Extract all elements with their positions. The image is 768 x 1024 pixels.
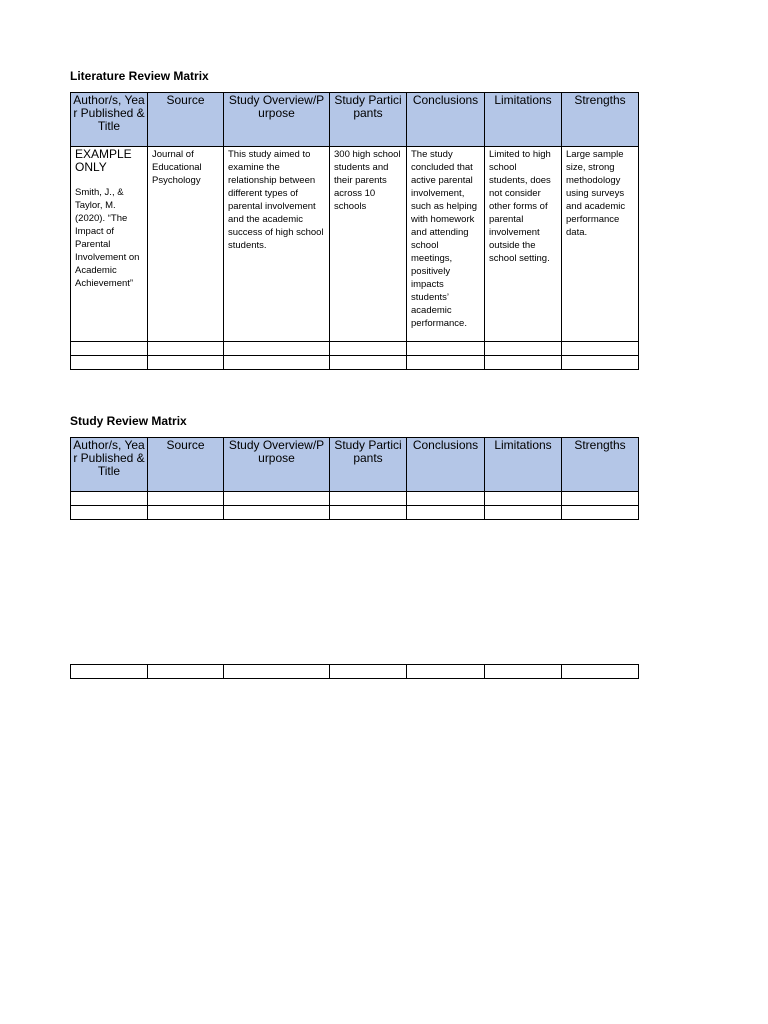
example-only-label: EXAMPLE ONLY <box>75 147 132 174</box>
header-strengths: Strengths <box>562 438 639 492</box>
cell-example-limitations[interactable]: Limited to high school students, does not consider other forms of parental involvement outside the school setting. <box>485 147 562 342</box>
empty-cell[interactable] <box>562 356 639 370</box>
empty-cell[interactable] <box>562 665 639 679</box>
empty-cell[interactable] <box>485 342 562 356</box>
empty-cell[interactable] <box>224 356 330 370</box>
empty-cell[interactable] <box>330 506 407 520</box>
empty-cell[interactable] <box>407 356 485 370</box>
empty-cell[interactable] <box>224 492 330 506</box>
empty-cell[interactable] <box>330 665 407 679</box>
header-limitations: Limitations <box>485 93 562 147</box>
header-conclusions: Conclusions <box>407 93 485 147</box>
table-row <box>71 665 639 679</box>
study-review-table <box>70 437 639 520</box>
empty-cell[interactable] <box>562 492 639 506</box>
empty-cell[interactable] <box>71 665 148 679</box>
table-header-row <box>71 438 639 492</box>
empty-cell[interactable] <box>330 342 407 356</box>
header-conclusions: Conclusions <box>407 438 485 492</box>
header-author: Author/s, Year Published & Title <box>71 93 148 147</box>
table-row <box>71 356 639 370</box>
header-author: Author/s, Year Published & Title <box>71 438 148 492</box>
empty-cell[interactable] <box>148 665 224 679</box>
table-row <box>71 492 639 506</box>
empty-cell[interactable] <box>148 506 224 520</box>
empty-cell[interactable] <box>407 665 485 679</box>
empty-cell[interactable] <box>485 356 562 370</box>
empty-cell[interactable] <box>562 506 639 520</box>
example-author-title: Smith, J., & Taylor, M. (2020). “The Impact of Parental Involvement on Academic Achievement” <box>75 187 140 289</box>
empty-cell[interactable] <box>330 356 407 370</box>
empty-cell[interactable] <box>148 342 224 356</box>
empty-cell[interactable] <box>330 492 407 506</box>
cell-example-strengths[interactable]: Large sample size, strong methodology using surveys and academic performance data. <box>562 147 639 342</box>
empty-cell[interactable] <box>224 506 330 520</box>
empty-cell[interactable] <box>485 665 562 679</box>
header-strengths: Strengths <box>562 93 639 147</box>
literature-matrix-title: Literature Review Matrix <box>70 69 209 83</box>
literature-review-table <box>70 92 639 370</box>
header-participants: Study Participants <box>330 93 407 147</box>
cell-example-participants[interactable]: 300 high school students and their parents across 10 schools <box>330 147 407 342</box>
empty-cell[interactable] <box>562 342 639 356</box>
empty-cell[interactable] <box>71 492 148 506</box>
study-matrix-title: Study Review Matrix <box>70 414 187 428</box>
empty-cell[interactable] <box>407 342 485 356</box>
header-participants: Study Participants <box>330 438 407 492</box>
empty-cell[interactable] <box>71 506 148 520</box>
cell-example-source[interactable]: Journal of Educational Psychology <box>148 147 224 342</box>
header-overview: Study Overview/Purpose <box>224 438 330 492</box>
table-header-row <box>71 93 639 147</box>
empty-cell[interactable] <box>485 492 562 506</box>
cell-example-author[interactable] <box>71 147 148 342</box>
empty-cell[interactable] <box>148 492 224 506</box>
cell-example-overview[interactable]: This study aimed to examine the relationship between different types of parental involvement and the academic success of high school students. <box>224 147 330 342</box>
empty-cell[interactable] <box>407 506 485 520</box>
empty-cell[interactable] <box>485 506 562 520</box>
empty-cell[interactable] <box>71 356 148 370</box>
header-source: Source <box>148 438 224 492</box>
empty-cell[interactable] <box>224 342 330 356</box>
detached-table-row <box>70 664 639 679</box>
empty-cell[interactable] <box>148 356 224 370</box>
cell-example-conclusions[interactable]: The study concluded that active parental involvement, such as helping with homework and attending school meetings, positively impacts students’ academic performance. <box>407 147 485 342</box>
empty-cell[interactable] <box>407 492 485 506</box>
table-row <box>71 342 639 356</box>
empty-cell[interactable] <box>224 665 330 679</box>
header-limitations: Limitations <box>485 438 562 492</box>
header-overview: Study Overview/Purpose <box>224 93 330 147</box>
header-source: Source <box>148 93 224 147</box>
table-row <box>71 506 639 520</box>
example-row <box>71 147 639 342</box>
empty-cell[interactable] <box>71 342 148 356</box>
